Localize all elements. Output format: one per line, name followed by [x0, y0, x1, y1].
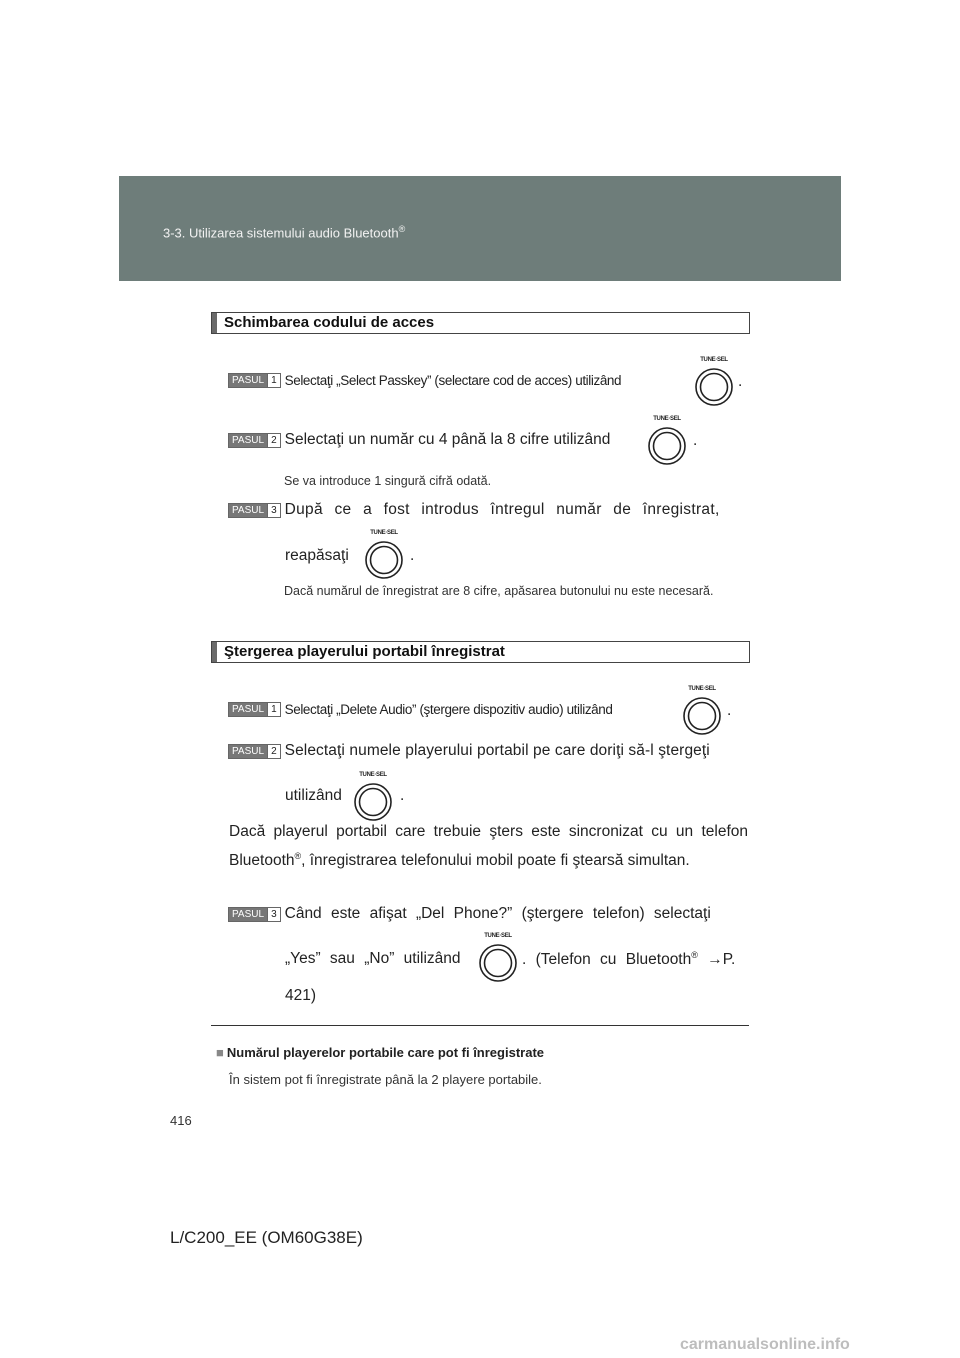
step-end: .	[400, 787, 405, 804]
step-note: Dacă numărul de înregistrat are 8 cifre, apăsarea butonului nu este necesară.	[284, 584, 714, 598]
step-text-cont: reapăsaţi	[285, 547, 349, 564]
step-text: Selectaţi numele playerului portabil pe care doriţi să-l ştergeţi	[284, 742, 710, 759]
footer-code: L/C200_EE (OM60G38E)	[170, 1228, 363, 1247]
step-end: .	[693, 432, 698, 449]
step-row	[228, 702, 613, 717]
breadcrumb: 3-3. Utilizarea sistemului audio Bluetooth®	[163, 224, 406, 241]
step-text: Selectaţi „Select Passkey” (selectare cod de acces) utilizând	[284, 373, 622, 388]
note-body: În sistem pot fi înregistrate până la 2 playere portabile.	[229, 1072, 542, 1087]
step-end: .	[738, 373, 743, 390]
step-end: .	[727, 702, 732, 719]
step-row	[228, 742, 710, 760]
knob-label: TUNE·SEL	[653, 416, 681, 422]
step-text-cont: utilizând	[285, 787, 342, 804]
step-text: Selectaţi „Delete Audio” (ştergere dispozitiv audio) utilizând	[284, 702, 613, 717]
step-text: Când este afişat „Del Phone?” (ştergere telefon) selectaţi	[284, 905, 711, 922]
tune-sel-knob-icon	[478, 933, 518, 985]
step-text-cont: 421)	[285, 987, 317, 1004]
step-badge: PASUL 3	[228, 503, 281, 518]
step-badge: PASUL 1	[228, 702, 281, 717]
knob-label: TUNE·SEL	[484, 933, 512, 939]
section-title: Schimbarea codului de acces	[224, 314, 435, 331]
step-row	[228, 905, 711, 923]
knob-label: TUNE·SEL	[688, 686, 716, 692]
knob-label: TUNE·SEL	[370, 530, 398, 536]
step-text: Selectaţi un număr cu 4 până la 8 cifre utilizând	[284, 431, 611, 448]
step-badge: PASUL 2	[228, 744, 281, 759]
section-title-bar	[211, 641, 750, 663]
divider	[211, 1025, 749, 1026]
step-end: . (Telefon cu Bluetooth® →P.	[522, 950, 736, 969]
step-text: După ce a fost introdus întregul număr de înregistrat,	[284, 501, 720, 518]
tune-sel-knob-icon	[353, 772, 393, 824]
tune-sel-knob-icon	[682, 686, 722, 738]
step-row	[228, 501, 720, 519]
tune-sel-knob-icon	[364, 530, 404, 582]
step-text-cont: „Yes” sau „No” utilizând	[285, 950, 461, 967]
step-badge: PASUL 3	[228, 907, 281, 922]
tune-sel-knob-icon	[694, 357, 734, 409]
note-heading: ■ Numărul playerelor portabile care pot fi înregistrate	[216, 1045, 545, 1060]
section-title: Ştergerea playerului portabil înregistrat	[224, 643, 505, 660]
step-row	[228, 373, 621, 388]
tune-sel-knob-icon	[647, 416, 687, 468]
step-end: .	[410, 547, 415, 564]
page-number: 416	[170, 1113, 192, 1128]
step-row	[228, 431, 610, 449]
knob-label: TUNE·SEL	[700, 357, 728, 363]
section-title-bar	[211, 312, 750, 334]
step-badge: PASUL 2	[228, 433, 281, 448]
step-badge: PASUL 1	[228, 373, 281, 388]
knob-label: TUNE·SEL	[359, 772, 387, 778]
watermark: carmanualsonline.info	[680, 1336, 850, 1353]
paragraph: Dacă playerul portabil care trebuie şters este sincronizat cu un telefon Bluetooth®, înregistrarea telefonului mobil poate fi ştearsă simultan.	[229, 823, 748, 870]
step-note: Se va introduce 1 singură cifră odată.	[284, 474, 492, 488]
